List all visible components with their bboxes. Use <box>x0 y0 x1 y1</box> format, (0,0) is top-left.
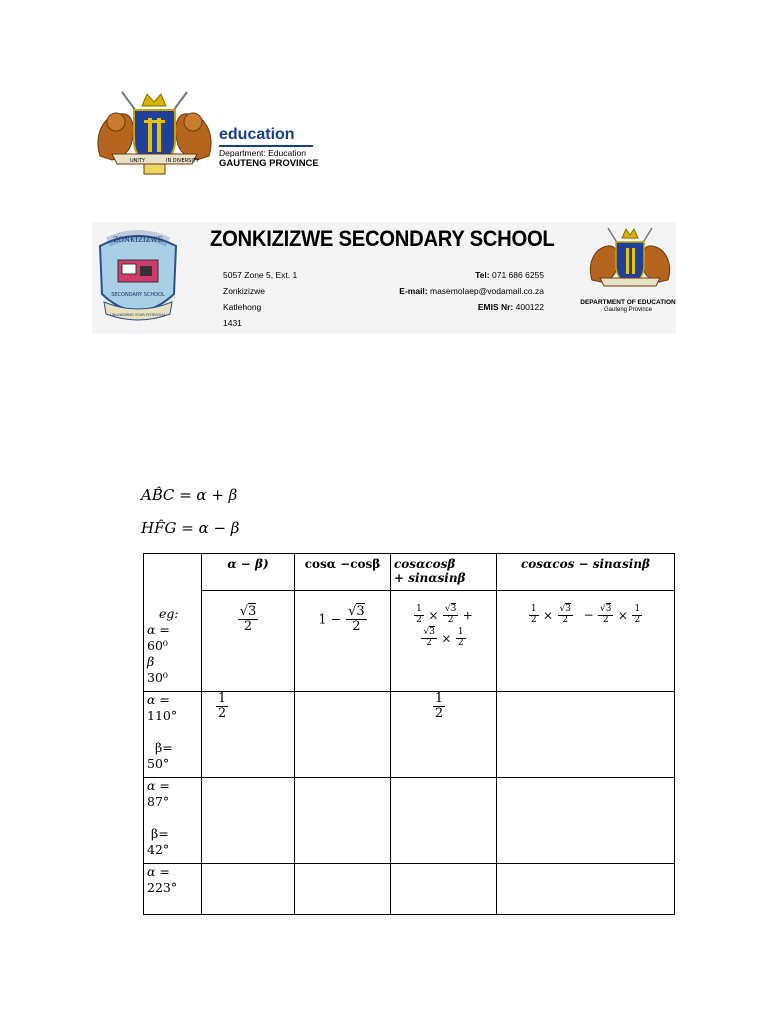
table-cell <box>391 778 497 864</box>
table-cell <box>295 692 391 778</box>
dept-label: DEPARTMENT OF EDUCATION <box>580 299 676 306</box>
table-cell <box>497 778 675 864</box>
badge-bottom-text: UNLEASHING YOUR POTENTIAL <box>110 313 166 317</box>
department-text: Department: Education <box>219 148 306 158</box>
address-line: Katlehong <box>223 302 262 312</box>
equation-difference: HF̂G = α − β <box>141 519 240 537</box>
row-label: α = 110° β= 50° <box>147 692 178 771</box>
address-line: Zonkizizwe <box>223 286 266 296</box>
motto-right: IN DIVERSITY <box>166 158 199 164</box>
header-cell: α − β) <box>202 554 295 591</box>
school-name: ZONKIZIZWE SECONDARY SCHOOL <box>210 226 555 251</box>
address-line: 1431 <box>223 318 242 328</box>
equation-sum: AB̂C = α + β <box>141 486 238 504</box>
row-label: α = 223° <box>147 864 178 895</box>
badge-mid-text: SECONDARY SCHOOL <box>111 292 165 298</box>
tel-label: Tel: <box>475 270 490 280</box>
table-cell <box>202 591 295 692</box>
email-label: E-mail: <box>399 286 428 296</box>
worksheet-table <box>143 553 675 915</box>
table-cell: 1 − $\frac{√3}{2}$ <box>295 591 391 692</box>
coat-of-arms-icon <box>92 86 217 178</box>
gauteng-education-logo <box>92 86 332 176</box>
table-cell <box>202 864 295 915</box>
table-cell: $\frac{1}{2}$ <box>391 692 497 778</box>
emis-value: 400122 <box>515 302 544 312</box>
school-contact <box>399 267 544 315</box>
header-cell: cosα −cosβ <box>295 554 391 591</box>
badge-top-text: ZONKIZIZWE <box>113 236 163 244</box>
header-cell: cosαcosβ + sinαsinβ <box>391 554 497 591</box>
tel-value: 071 686 6255 <box>492 270 544 280</box>
address-line: 5057 Zone 5, Ext. 1 <box>223 270 298 280</box>
table-row <box>144 591 675 692</box>
province-text: GAUTENG PROVINCE <box>219 158 319 169</box>
education-underline <box>219 145 313 147</box>
school-badge-icon <box>94 224 182 330</box>
education-word: education <box>219 126 295 143</box>
table-cell <box>295 864 391 915</box>
table-cell <box>144 864 202 915</box>
table-cell: $\frac{1}{2}$ × $\frac{√3}{2}$ − $\frac{√3}{2}$ × $\frac{1}{2}$ <box>497 591 675 692</box>
header-cell: cosαcos − sinαsinβ <box>497 554 675 591</box>
table-header-row <box>144 554 675 591</box>
table-cell: $\frac{1}{2}$ × $\frac{√3}{2}$ + $\frac{√3}{2}$ × $\frac{1}{2}$ <box>391 591 497 692</box>
motto-left: UNITY <box>130 158 145 164</box>
fraction: $\frac{√3}{2}$ <box>348 604 365 635</box>
table-cell <box>497 864 675 915</box>
table-row <box>144 692 675 778</box>
school-letterhead <box>92 222 676 334</box>
table-cell <box>497 692 675 778</box>
table-cell <box>144 692 202 778</box>
table-row <box>144 778 675 864</box>
row-label: α = 87° β= 42° <box>147 778 170 857</box>
table-cell <box>295 778 391 864</box>
table-cell: $\frac{1}{2}$ <box>202 692 295 778</box>
table-cell <box>144 778 202 864</box>
table-row <box>144 864 675 915</box>
table-cell <box>202 778 295 864</box>
table-cell <box>144 554 202 692</box>
school-address <box>223 267 297 331</box>
table-cell <box>391 864 497 915</box>
fraction: $\frac{√3}{2}$ <box>239 604 257 635</box>
department-crest-icon <box>586 224 674 296</box>
row-label: eg: α = 60⁰ β 30⁰ <box>147 606 179 685</box>
email-value: masemolaep@vodamail.co.za <box>430 286 544 296</box>
dept-sub: Gauteng Province <box>603 307 653 313</box>
emis-label: EMIS Nr: <box>477 302 514 312</box>
